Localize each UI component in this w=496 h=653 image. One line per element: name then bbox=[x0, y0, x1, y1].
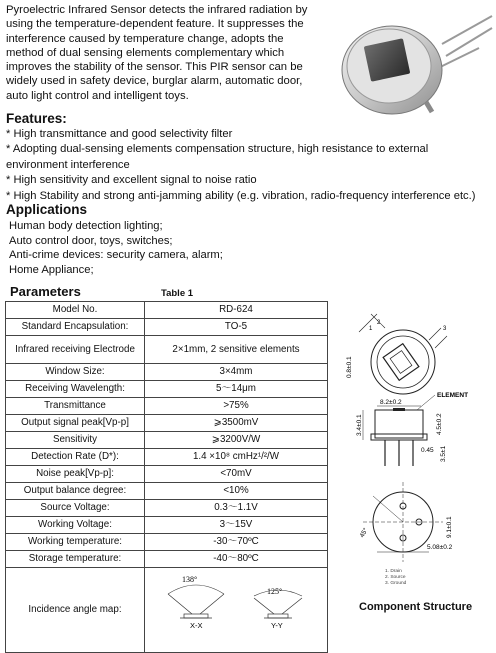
table-row bbox=[6, 381, 328, 398]
param-label: Infrared receiving Electrode bbox=[6, 336, 145, 364]
parameters-heading: Parameters bbox=[10, 284, 81, 299]
param-label: Transmittance bbox=[6, 398, 145, 415]
param-label: Model No. bbox=[6, 302, 145, 319]
yy-element bbox=[268, 614, 288, 618]
table-row-angle bbox=[6, 568, 328, 653]
xx-ray-right bbox=[200, 594, 224, 614]
dim-right: 3.5±1 bbox=[440, 445, 447, 462]
param-value: 1.4 ×10⁸ cmHz¹/²/W bbox=[145, 449, 328, 466]
dim-side-2: 4.5±0.2 bbox=[436, 413, 443, 435]
param-value: 0.3～1.1V bbox=[145, 500, 328, 517]
feature-item: * High sensitivity and excellent signal to noise ratio bbox=[6, 174, 257, 187]
table-row bbox=[6, 534, 328, 551]
dim-top-width: 8.2±0.2 bbox=[380, 399, 402, 406]
side-view bbox=[356, 392, 468, 466]
application-item: Auto control door, toys, switches; bbox=[9, 234, 173, 247]
table-row bbox=[6, 466, 328, 483]
param-label: Window Size: bbox=[6, 364, 145, 381]
param-label: Working Voltage: bbox=[6, 517, 145, 534]
element-label: ELEMENT bbox=[437, 392, 469, 399]
param-value: 3～15V bbox=[145, 517, 328, 534]
pir-sensor-photo bbox=[334, 4, 494, 122]
dim-pin-label: 0.8±0.1 bbox=[346, 356, 353, 378]
dim-bottom: 5.08±0.2 bbox=[427, 544, 453, 551]
pin-number-2: 2 bbox=[377, 320, 381, 326]
parameters-table bbox=[5, 301, 328, 653]
dim-base: 9.1±0.1 bbox=[446, 516, 453, 538]
table-row bbox=[6, 319, 328, 336]
param-value: <70mV bbox=[145, 466, 328, 483]
pin-legend-item: 2. Source bbox=[385, 575, 406, 580]
param-label: Standard Encapsulation: bbox=[6, 319, 145, 336]
table-row bbox=[6, 551, 328, 568]
pin-legend-item: 3. Ground bbox=[385, 581, 407, 586]
xx-angle-label: 138° bbox=[182, 575, 198, 584]
feature-item: * Adopting dual-sensing elements compensation structure, high resistance to external environment interference bbox=[6, 143, 429, 171]
table-row bbox=[6, 500, 328, 517]
table-caption: Table 1 bbox=[161, 288, 194, 299]
top-view bbox=[346, 314, 447, 394]
param-label: Incidence angle map: bbox=[6, 568, 145, 653]
param-label: Detection Rate (D*): bbox=[6, 449, 145, 466]
param-value: ⩾3500mV bbox=[145, 415, 328, 432]
angle-map-cell bbox=[145, 568, 328, 653]
table-row bbox=[6, 483, 328, 500]
param-value: RD-624 bbox=[145, 302, 328, 319]
table-row bbox=[6, 517, 328, 534]
pin-legend bbox=[385, 568, 407, 586]
table-row bbox=[6, 398, 328, 415]
table-row bbox=[6, 364, 328, 381]
dim-side-1: 3.4±0.1 bbox=[356, 414, 363, 436]
param-label: Receiving Wavelength: bbox=[6, 381, 145, 398]
component-structure-drawing bbox=[333, 300, 493, 610]
yy-ray-right bbox=[282, 598, 302, 614]
pin-number-3: 3 bbox=[443, 326, 447, 332]
component-structure-caption: Component Structure bbox=[359, 601, 473, 613]
param-value: >75% bbox=[145, 398, 328, 415]
table-row bbox=[6, 432, 328, 449]
feature-item: * High Stability and strong anti-jamming ability (e.g. vibration, radio-frequency interference etc.) bbox=[6, 189, 476, 202]
param-value: 3×4mm bbox=[145, 364, 328, 381]
param-value: <10% bbox=[145, 483, 328, 500]
applications-list bbox=[9, 219, 489, 277]
incidence-angle-diagram bbox=[154, 568, 324, 652]
param-value: -40～80ºC bbox=[145, 551, 328, 568]
application-item: Human body detection lighting; bbox=[9, 220, 163, 232]
dim-lead-gap: 0.45 bbox=[421, 447, 434, 454]
pin-number-1: 1 bbox=[369, 326, 373, 332]
xx-element bbox=[184, 614, 208, 618]
table-row bbox=[6, 336, 328, 364]
xx-axis-label: X-X bbox=[190, 621, 203, 630]
param-label: Output signal peak[Vp-p] bbox=[6, 415, 145, 432]
yy-angle-label: 125° bbox=[267, 587, 283, 596]
features-heading: Features: bbox=[6, 111, 67, 126]
param-value: ⩾3200V/W bbox=[145, 432, 328, 449]
dim-angle: 45° bbox=[358, 526, 370, 539]
yy-ray-left bbox=[254, 598, 274, 614]
param-value: 2×1mm, 2 sensitive elements bbox=[145, 336, 328, 364]
param-value: -30～70ºC bbox=[145, 534, 328, 551]
param-label: Working temperature: bbox=[6, 534, 145, 551]
param-label: Source Voltage: bbox=[6, 500, 145, 517]
param-value: TO-5 bbox=[145, 319, 328, 336]
application-item: Anti-crime devices: security camera, alarm; bbox=[9, 249, 223, 261]
application-item: Home Appliance; bbox=[9, 263, 94, 276]
bottom-view bbox=[358, 482, 453, 562]
table-row bbox=[6, 449, 328, 466]
xx-angle-arc bbox=[168, 585, 224, 594]
table-row bbox=[6, 302, 328, 319]
intro-paragraph: Pyroelectric Infrared Sensor detects the infrared radiation by using the temperature-dependent feature. It suppresses the interference caused by temperature change, adopts the method of dual sensing elements complementary which improves the stability of the sensor. This PIR sensor can be widely used in safety device, burglar alarm, automatic door, auto light control and intelligent toys. bbox=[6, 4, 308, 102]
param-label: Noise peak[Vp-p]: bbox=[6, 466, 145, 483]
features-list bbox=[6, 127, 492, 204]
param-label: Storage temperature: bbox=[6, 551, 145, 568]
xx-ray-left bbox=[168, 594, 192, 614]
pin-legend-item: 1. Drain bbox=[385, 569, 402, 574]
feature-item: * High transmittance and good selectivity filter bbox=[6, 128, 233, 140]
param-label: Sensitivity bbox=[6, 432, 145, 449]
yy-axis-label: Y-Y bbox=[271, 621, 283, 630]
param-value: 5～14μm bbox=[145, 381, 328, 398]
applications-heading: Applications bbox=[6, 202, 88, 217]
param-label: Output balance degree: bbox=[6, 483, 145, 500]
table-row bbox=[6, 415, 328, 432]
